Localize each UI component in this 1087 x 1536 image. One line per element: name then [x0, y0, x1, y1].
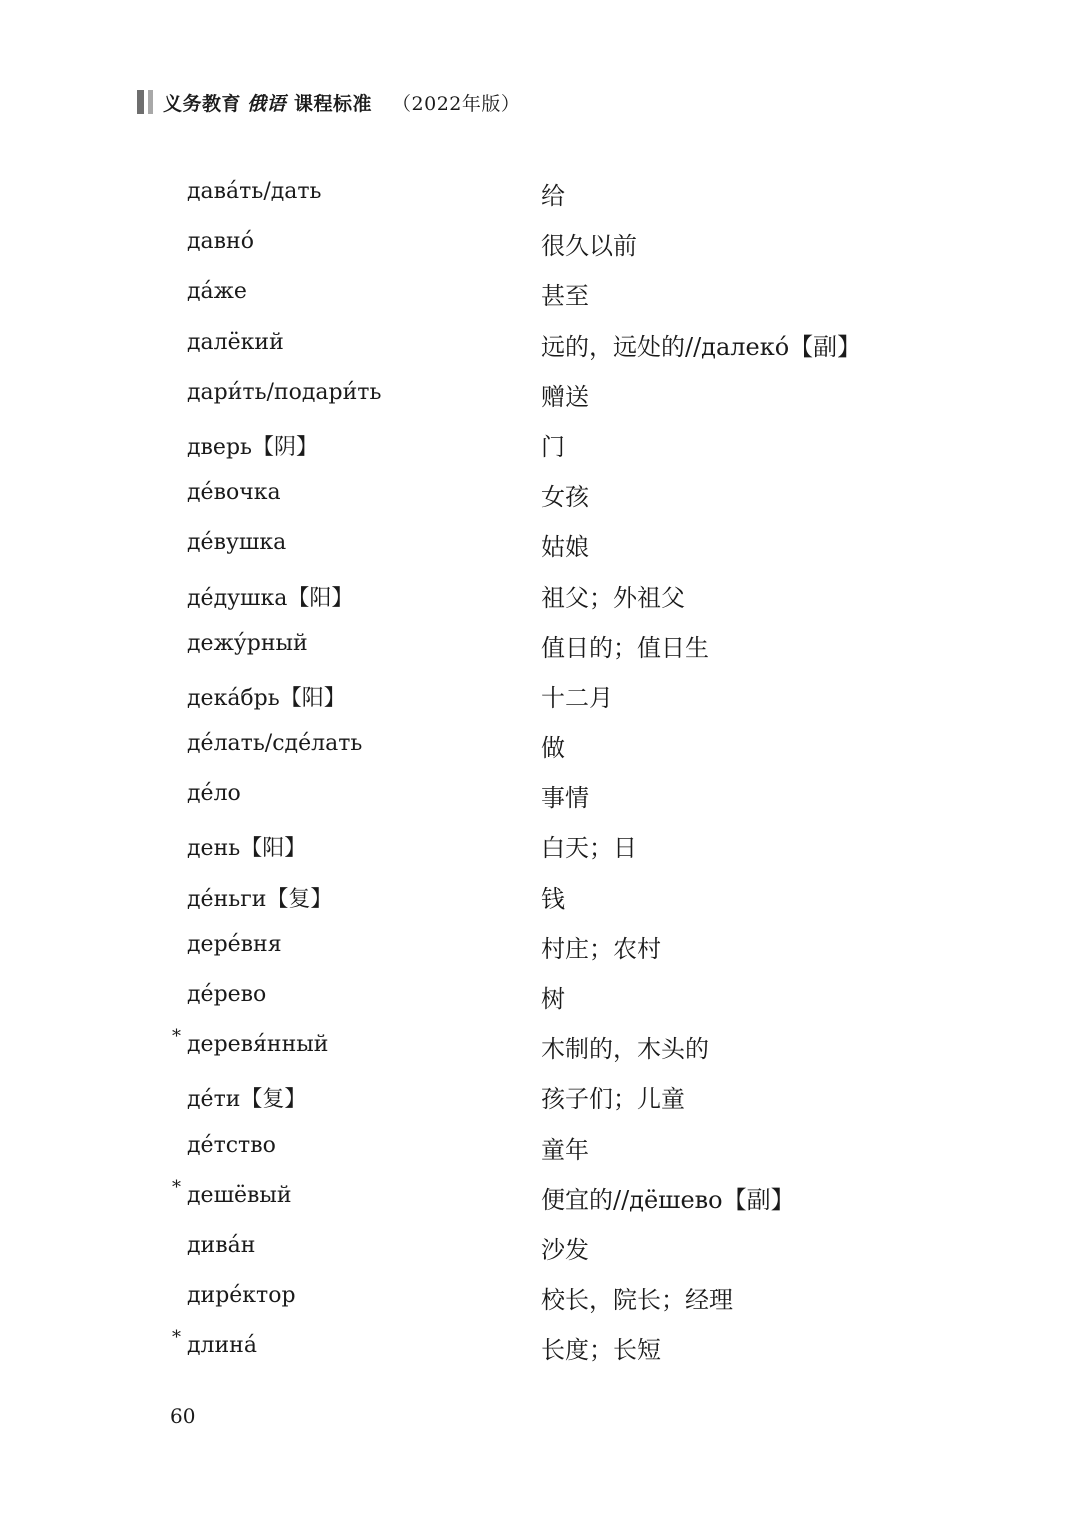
chinese-gloss: 十二月: [541, 683, 613, 712]
vocab-entry: [0, 918, 1087, 968]
vocab-entry: [0, 1269, 1087, 1319]
vocab-entry: [0, 717, 1087, 767]
russian-word: де́вушка: [187, 530, 287, 556]
russian-word: давно́: [187, 229, 254, 255]
chinese-gloss: 远的，远处的//далеко́【副】: [541, 332, 862, 361]
page-number: 60: [170, 1404, 196, 1428]
vocab-entry: [0, 265, 1087, 315]
vocab-entry: [0, 1319, 1087, 1369]
russian-word: де́вочка: [187, 480, 281, 506]
chinese-gloss: 事情: [541, 784, 589, 813]
optional-word-marker: *: [172, 1327, 181, 1349]
russian-word: да́же: [187, 279, 247, 305]
vocab-entry: [0, 316, 1087, 366]
chinese-gloss: 钱: [541, 884, 565, 913]
vocab-entry: [0, 215, 1087, 265]
russian-word: де́ло: [187, 781, 241, 807]
chinese-gloss: 白天；日: [541, 834, 637, 863]
chinese-gloss: 童年: [541, 1135, 589, 1164]
chinese-gloss: 值日的；值日生: [541, 633, 709, 662]
chinese-gloss: 孩子们；儿童: [541, 1085, 685, 1114]
header-title-part3: 课程标准: [294, 92, 373, 115]
header-bar-mark: [137, 90, 153, 114]
vocab-entry: [0, 1169, 1087, 1219]
vocab-entry: [0, 1068, 1087, 1118]
chinese-gloss: 树: [541, 985, 565, 1013]
chinese-gloss: 祖父；外祖父: [541, 583, 685, 612]
chinese-gloss: 便宜的//дёшево【副】: [541, 1185, 795, 1214]
vocab-entry: [0, 667, 1087, 717]
russian-word: дава́ть/дать: [187, 179, 322, 204]
vocab-entry: [0, 466, 1087, 516]
russian-word: дари́ть/подари́ть: [187, 379, 382, 405]
chinese-gloss: 门: [541, 432, 565, 461]
vocab-entry: [0, 366, 1087, 416]
vocab-entry: [0, 817, 1087, 867]
russian-word: далёкий: [187, 329, 284, 355]
russian-word: дверь【阴】: [187, 434, 319, 460]
russian-word: де́рево: [187, 982, 267, 1007]
vocab-entry: [0, 1219, 1087, 1269]
chinese-gloss: 做: [541, 734, 565, 763]
chinese-gloss: 女孩: [541, 483, 589, 512]
russian-word: де́ти【复】: [187, 1087, 307, 1113]
russian-word: дире́ктор: [187, 1283, 296, 1309]
chinese-gloss: 校长，院长；经理: [541, 1286, 733, 1315]
vocab-entry: [0, 968, 1087, 1018]
optional-word-marker: *: [172, 1026, 181, 1048]
header-title-part1: 义务教育: [163, 92, 242, 115]
russian-word: де́душка【阳】: [187, 585, 354, 611]
vocab-entry: [0, 516, 1087, 566]
vocab-entry: [0, 617, 1087, 667]
russian-word: дежу́рный: [187, 630, 308, 656]
chinese-gloss: 姑娘: [541, 533, 589, 562]
header-title-subject: 俄语: [247, 92, 287, 115]
russian-word: дека́брь【阳】: [187, 685, 346, 711]
russian-word: дере́вня: [187, 931, 282, 957]
russian-word: де́ньги【复】: [187, 886, 333, 912]
chinese-gloss: 甚至: [541, 282, 589, 311]
chinese-gloss: 木制的，木头的: [541, 1035, 709, 1064]
running-header: [137, 88, 520, 116]
russian-word: длина́: [187, 1333, 257, 1359]
chinese-gloss: 村庄；农村: [541, 934, 661, 963]
optional-word-marker: *: [172, 1176, 181, 1198]
chinese-gloss: 长度；长短: [541, 1336, 661, 1365]
russian-word: де́лать/сде́лать: [187, 731, 363, 757]
vocab-entry: [0, 1018, 1087, 1068]
chinese-gloss: 很久以前: [541, 232, 637, 261]
vocab-entry: [0, 868, 1087, 918]
russian-word: де́тство: [187, 1132, 276, 1158]
chinese-gloss: 给: [541, 182, 565, 210]
vocab-entry: [0, 416, 1087, 466]
vocab-entry: [0, 165, 1087, 215]
russian-word: деревя́нный: [187, 1032, 329, 1058]
vocabulary-list: [0, 165, 1087, 1370]
vocab-entry: [0, 567, 1087, 617]
vocab-entry: [0, 767, 1087, 817]
vocab-entry: [0, 1119, 1087, 1169]
chinese-gloss: 沙发: [541, 1235, 589, 1264]
russian-word: дива́н: [187, 1232, 256, 1258]
chinese-gloss: 赠送: [541, 382, 589, 411]
header-edition: （2022年版）: [392, 92, 521, 115]
russian-word: день【阳】: [187, 836, 307, 862]
russian-word: дешёвый: [187, 1182, 292, 1208]
